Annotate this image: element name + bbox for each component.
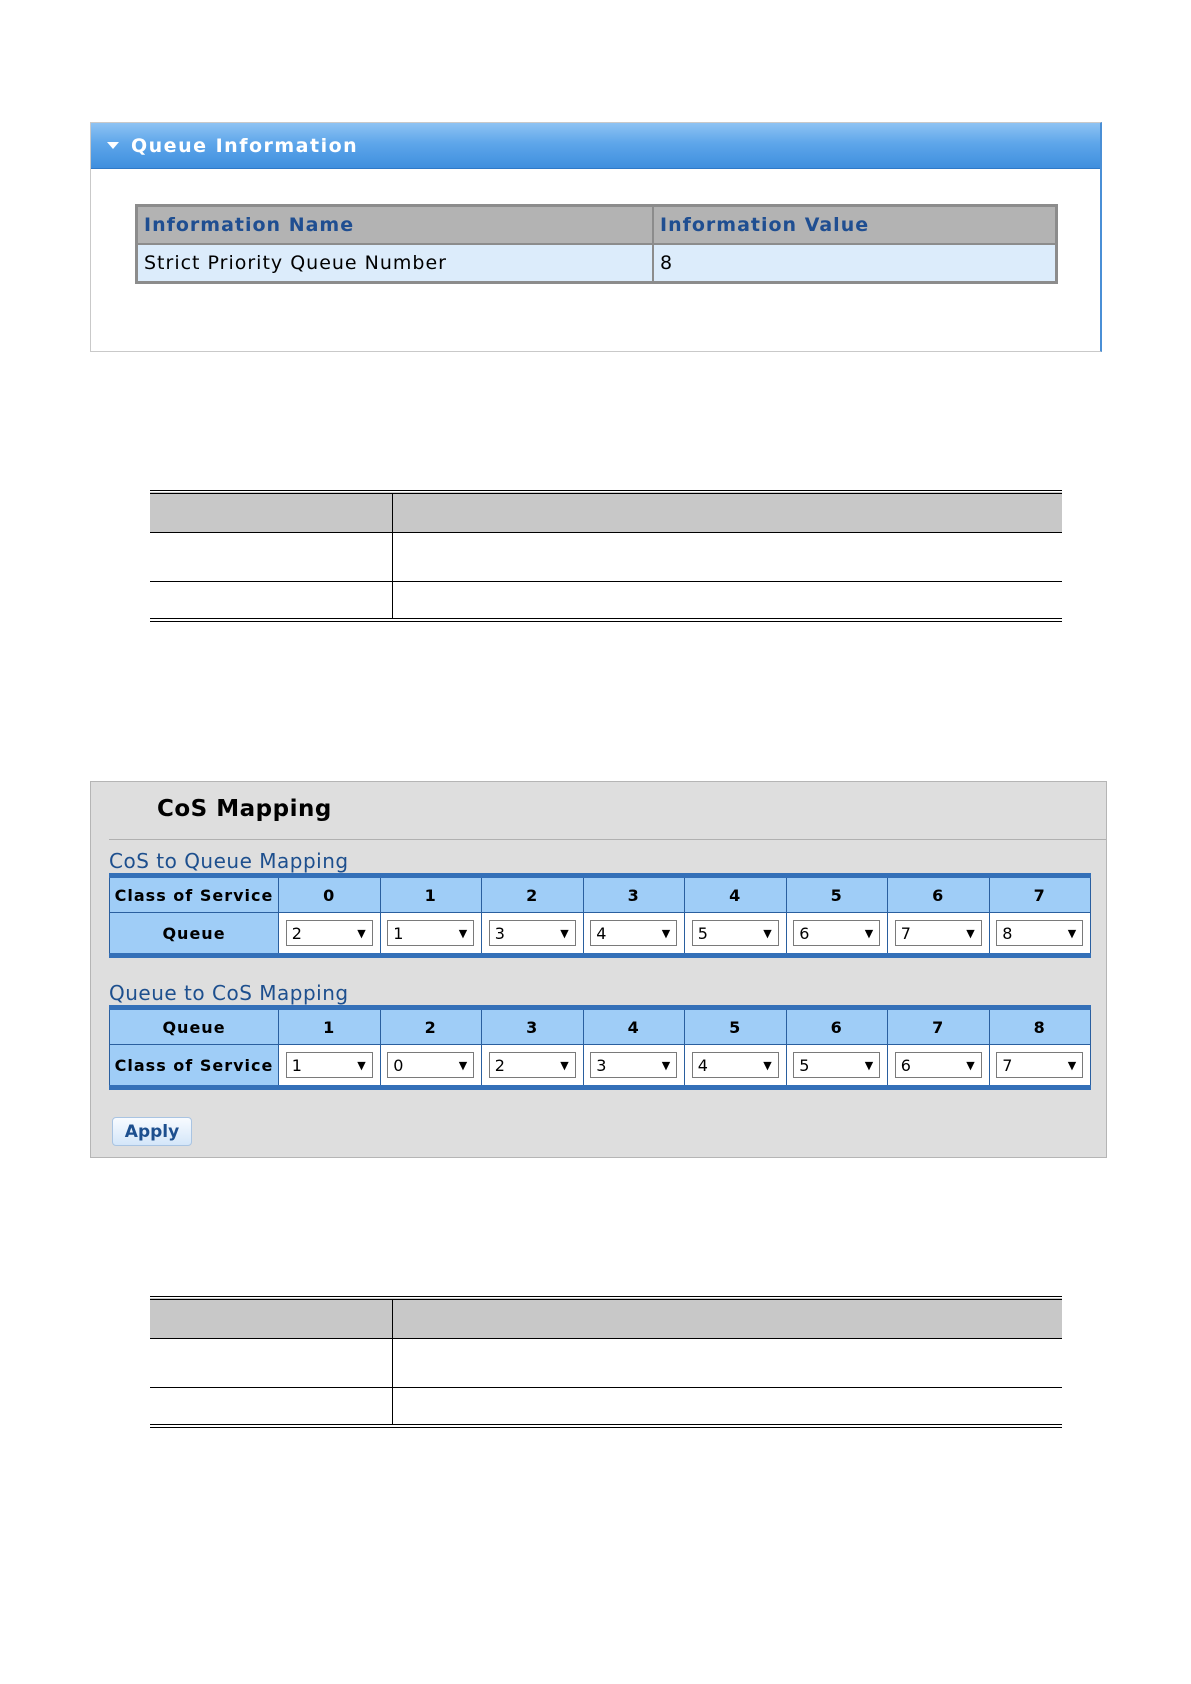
queue-select-cos-7[interactable]: 8 ▼ (996, 920, 1083, 946)
queue-header: 2 (380, 1008, 482, 1045)
queue-information-table (135, 204, 1058, 284)
queue-row-label: Queue (110, 913, 279, 956)
cos-select-queue-4[interactable]: 3 ▼ (590, 1052, 677, 1078)
dropdown-arrow-icon[interactable]: ▼ (661, 1058, 671, 1072)
cos-header: 5 (786, 876, 888, 913)
table-cell (150, 1388, 393, 1427)
information-value-cell: 8 (653, 244, 1057, 283)
queue-to-cos-title: Queue to CoS Mapping (109, 981, 349, 1005)
information-name-cell: Strict Priority Queue Number (137, 244, 654, 283)
dropdown-arrow-icon[interactable]: ▼ (864, 926, 874, 940)
table-cell (393, 533, 1063, 582)
cos-to-queue-table (109, 873, 1091, 958)
table-cell (150, 582, 393, 621)
queue-header: 1 (279, 1008, 381, 1045)
table-header-cell (150, 1298, 393, 1339)
dropdown-arrow-icon[interactable]: ▼ (458, 1058, 468, 1072)
dropdown-arrow-icon[interactable]: ▼ (357, 926, 366, 940)
cos-select-queue-2[interactable]: 0 ▼ (387, 1052, 474, 1078)
cos-header: 2 (482, 876, 584, 913)
dropdown-arrow-icon[interactable]: ▼ (864, 1058, 874, 1072)
queue-select-cos-5[interactable]: 6 ▼ (793, 920, 880, 946)
queue-to-cos-table (109, 1005, 1091, 1090)
queue-header: 7 (888, 1008, 990, 1045)
queue-select-cos-1[interactable]: 1 ▼ (387, 920, 474, 946)
cos-select-queue-3[interactable]: 2 ▼ (489, 1052, 576, 1078)
queue-select-cos-6[interactable]: 7 ▼ (895, 920, 982, 946)
queue-select-cos-0[interactable]: 2 ▼ (286, 920, 373, 946)
description-table-1 (150, 490, 1062, 622)
cos-header: 3 (583, 876, 685, 913)
dropdown-arrow-icon[interactable]: ▼ (763, 1058, 772, 1072)
dropdown-arrow-icon[interactable]: ▼ (1067, 1058, 1077, 1072)
queue-select-cos-4[interactable]: 5 ▼ (692, 920, 779, 946)
dropdown-arrow-icon[interactable]: ▼ (661, 926, 671, 940)
queue-information-panel (90, 122, 1102, 352)
cos-header: 7 (989, 876, 1091, 913)
queue-header: 5 (685, 1008, 787, 1045)
cos-header: 0 (279, 876, 381, 913)
table-cell (393, 1388, 1063, 1427)
table-row (137, 244, 1057, 283)
queue-header: 8 (989, 1008, 1091, 1045)
table-cell (393, 1339, 1063, 1388)
description-table-2 (150, 1296, 1062, 1428)
cos-select-queue-8[interactable]: 7 ▼ (996, 1052, 1083, 1078)
column-header-information-name: Information Name (137, 206, 654, 245)
queue-header: 3 (482, 1008, 584, 1045)
cos-select-queue-1[interactable]: 1 ▼ (286, 1052, 373, 1078)
dropdown-arrow-icon[interactable]: ▼ (560, 926, 569, 940)
table-cell (393, 582, 1063, 621)
cos-select-queue-6[interactable]: 5 ▼ (793, 1052, 880, 1078)
queue-information-title: Queue Information (131, 134, 359, 157)
class-of-service-row-label: Class of Service (110, 876, 279, 913)
dropdown-arrow-icon[interactable]: ▼ (1067, 926, 1077, 940)
class-of-service-row-label: Class of Service (110, 1045, 279, 1088)
cos-select-queue-7[interactable]: 6 ▼ (895, 1052, 982, 1078)
dropdown-arrow-icon[interactable]: ▼ (966, 926, 975, 940)
queue-row-label: Queue (110, 1008, 279, 1045)
table-header-cell (393, 492, 1063, 533)
queue-header: 6 (786, 1008, 888, 1045)
queue-header: 4 (583, 1008, 685, 1045)
table-cell (150, 1339, 393, 1388)
queue-select-cos-3[interactable]: 4 ▼ (590, 920, 677, 946)
table-cell (150, 533, 393, 582)
dropdown-arrow-icon[interactable]: ▼ (966, 1058, 975, 1072)
dropdown-arrow-icon[interactable]: ▼ (763, 926, 772, 940)
cos-select-queue-5[interactable]: 4 ▼ (692, 1052, 779, 1078)
queue-select-cos-2[interactable]: 3 ▼ (489, 920, 576, 946)
table-header-cell (150, 492, 393, 533)
title-divider (109, 839, 1106, 840)
apply-button[interactable]: Apply (112, 1117, 192, 1146)
cos-header: 1 (380, 876, 482, 913)
column-header-information-value: Information Value (653, 206, 1057, 245)
cos-mapping-title: CoS Mapping (157, 796, 332, 822)
cos-header: 6 (888, 876, 990, 913)
cos-mapping-panel (90, 781, 1107, 1158)
cos-header: 4 (685, 876, 787, 913)
table-header-cell (393, 1298, 1063, 1339)
caret-down-icon[interactable] (107, 142, 119, 149)
dropdown-arrow-icon[interactable]: ▼ (560, 1058, 569, 1072)
queue-information-header[interactable] (91, 123, 1100, 169)
dropdown-arrow-icon[interactable]: ▼ (357, 1058, 366, 1072)
dropdown-arrow-icon[interactable]: ▼ (458, 926, 468, 940)
cos-to-queue-title: CoS to Queue Mapping (109, 849, 349, 873)
